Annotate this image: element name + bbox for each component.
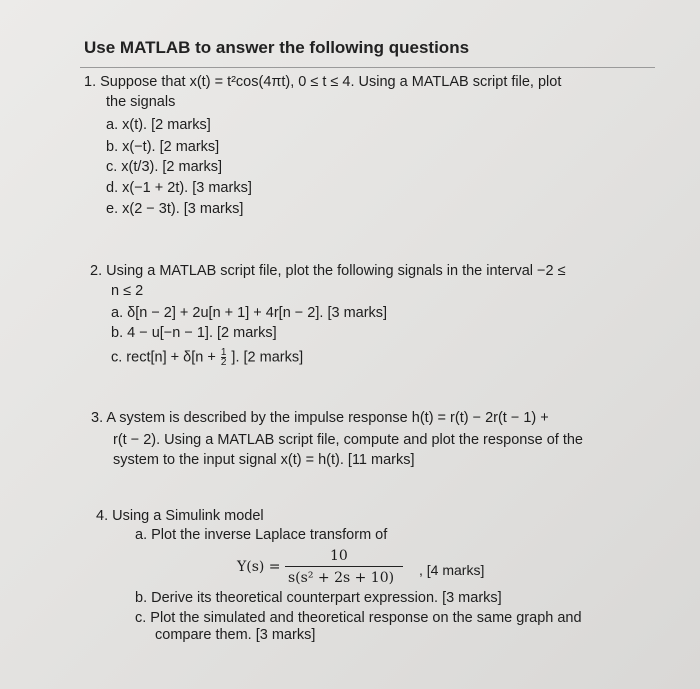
q2-item-c-prefix: c. rect[n] + δ[n + — [111, 349, 216, 366]
q2-line-2: n ≤ 2 — [111, 283, 144, 299]
q2-line-1: 2. Using a MATLAB script file, plot the following signals in the interval −2 ≤ — [90, 263, 566, 279]
q1-item-c: c. x(t/3). [2 marks] — [106, 159, 223, 175]
q4-item-b: b. Derive its theoretical counterpart expression. [3 marks] — [135, 590, 502, 606]
q1-line-1: 1. Suppose that x(t) = t²cos(4πt), 0 ≤ t ≤ 4. Using a MATLAB script file, plot — [84, 74, 562, 90]
page-title: Use MATLAB to answer the following questions — [84, 38, 470, 57]
q1-item-d: d. x(−1 + 2t). [3 marks] — [106, 180, 252, 196]
q4-line-1: 4. Using a Simulink model — [96, 508, 264, 524]
q4-item-a: a. Plot the inverse Laplace transform of — [135, 527, 388, 543]
q1-item-a: a. x(t). [2 marks] — [106, 117, 211, 133]
equation-fraction-bar — [285, 566, 403, 567]
equation-lhs: Y(s) = — [237, 559, 281, 575]
equation-numerator: 10 — [330, 548, 348, 564]
fraction-numerator: 1 — [220, 347, 227, 358]
q2-item-a: a. δ[n − 2] + 2u[n + 1] + 4r[n − 2]. [3 marks] — [111, 305, 388, 321]
q3-line-3: system to the input signal x(t) = h(t). [11 marks] — [113, 452, 415, 468]
q2-item-b: b. 4 − u[−n − 1]. [2 marks] — [111, 325, 277, 341]
half-fraction — [221, 348, 227, 367]
q4-item-c-line-2: compare them. [3 marks] — [155, 627, 316, 643]
q3-line-2: r(t − 2). Using a MATLAB script file, compute and plot the response of the — [113, 432, 583, 448]
q1-item-b: b. x(−t). [2 marks] — [106, 139, 220, 155]
q4-item-c-line-1: c. Plot the simulated and theoretical response on the same graph and — [135, 610, 582, 626]
equation-marks: , [4 marks] — [419, 562, 485, 578]
q1-item-e: e. x(2 − 3t). [3 marks] — [106, 201, 244, 217]
q1-line-2: the signals — [106, 94, 176, 110]
fraction-denominator: 2 — [220, 357, 227, 368]
equation-denominator: s(s² + 2s + 10) — [288, 570, 395, 586]
q2-item-c-suffix: ]. [2 marks] — [231, 349, 304, 366]
q3-line-1: 3. A system is described by the impulse response h(t) = r(t) − 2r(t − 1) + — [91, 410, 549, 426]
q2-item-c — [111, 348, 303, 367]
title-divider — [80, 67, 655, 68]
